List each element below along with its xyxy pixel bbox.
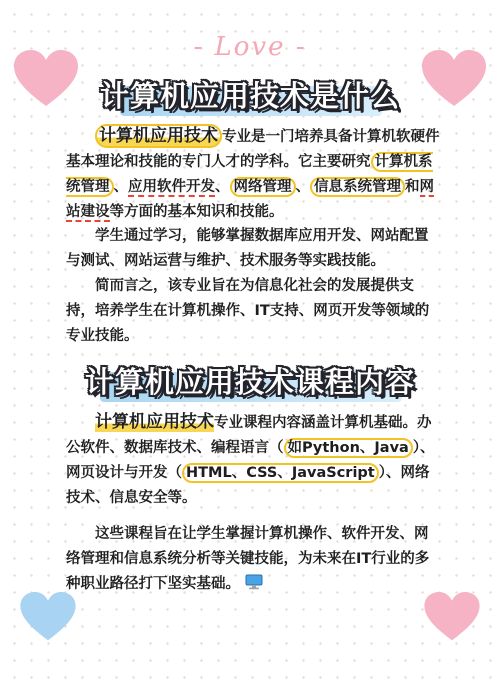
text-span: 、 bbox=[295, 179, 310, 195]
paragraph: 简而言之，该专业旨在为信息化社会的发展提供支持，培养学生在计算机操作、IT支持、网页开发等领域的专业技能。 bbox=[66, 278, 430, 344]
text-span: 、 bbox=[215, 179, 230, 195]
text-span: 等方面的基本知识和技能。 bbox=[109, 204, 284, 220]
text-span: 和 bbox=[405, 179, 420, 195]
heart-bottom-right-icon bbox=[424, 592, 480, 642]
highlighted-term: 计算机应用技术 bbox=[95, 412, 214, 432]
highlight-span: 网络管理 bbox=[230, 177, 296, 197]
paragraph bbox=[66, 124, 440, 225]
highlighted-term: 计算机应用技术 bbox=[95, 124, 222, 148]
underline-span: 应用软件开发 bbox=[128, 179, 215, 195]
text-span: ）、网络技术、信息安全等。 bbox=[66, 465, 430, 506]
text-span: ）、网页设计与开发（ bbox=[66, 440, 435, 481]
highlight-span: HTML、CSS、JavaScript bbox=[182, 463, 379, 483]
paragraph: 学生通过学习，能够掌握数据库应用开发、网站配置与测试、网站运营与维护、技术服务等实践技能。 bbox=[66, 228, 429, 269]
highlight-span: 计算机系统管理 bbox=[66, 154, 433, 195]
highlight-span: 如Python、Java bbox=[284, 438, 413, 458]
love-decoration: - Love - bbox=[193, 32, 307, 62]
paragraph bbox=[66, 410, 440, 511]
highlight-span: 信息系统管理 bbox=[310, 177, 405, 197]
text-span: 专业课程内容涵盖计算机基础。办公软件、数据库技术、编程语言（ bbox=[66, 415, 432, 456]
underline-span: 网站建设 bbox=[66, 179, 434, 220]
text-span: 专业是一门培养具备计算机软硬件基本理论和技能的专门人才的学科。它主要研究 bbox=[66, 129, 440, 170]
text-span: 、 bbox=[113, 179, 128, 195]
section-title: 计算机应用技术课程内容 bbox=[84, 365, 415, 399]
paragraph bbox=[66, 522, 440, 597]
desktop-computer-icon bbox=[245, 574, 263, 590]
text-span: 这些课程旨在让学生掌握计算机操作、软件开发、网络管理和信息系统分析等关键技能，为未来在IT行业的多种职业路径打下坚实基础。 bbox=[66, 526, 430, 592]
heart-bottom-left-icon bbox=[20, 592, 76, 642]
section-title: 计算机应用技术是什么 bbox=[99, 79, 400, 113]
